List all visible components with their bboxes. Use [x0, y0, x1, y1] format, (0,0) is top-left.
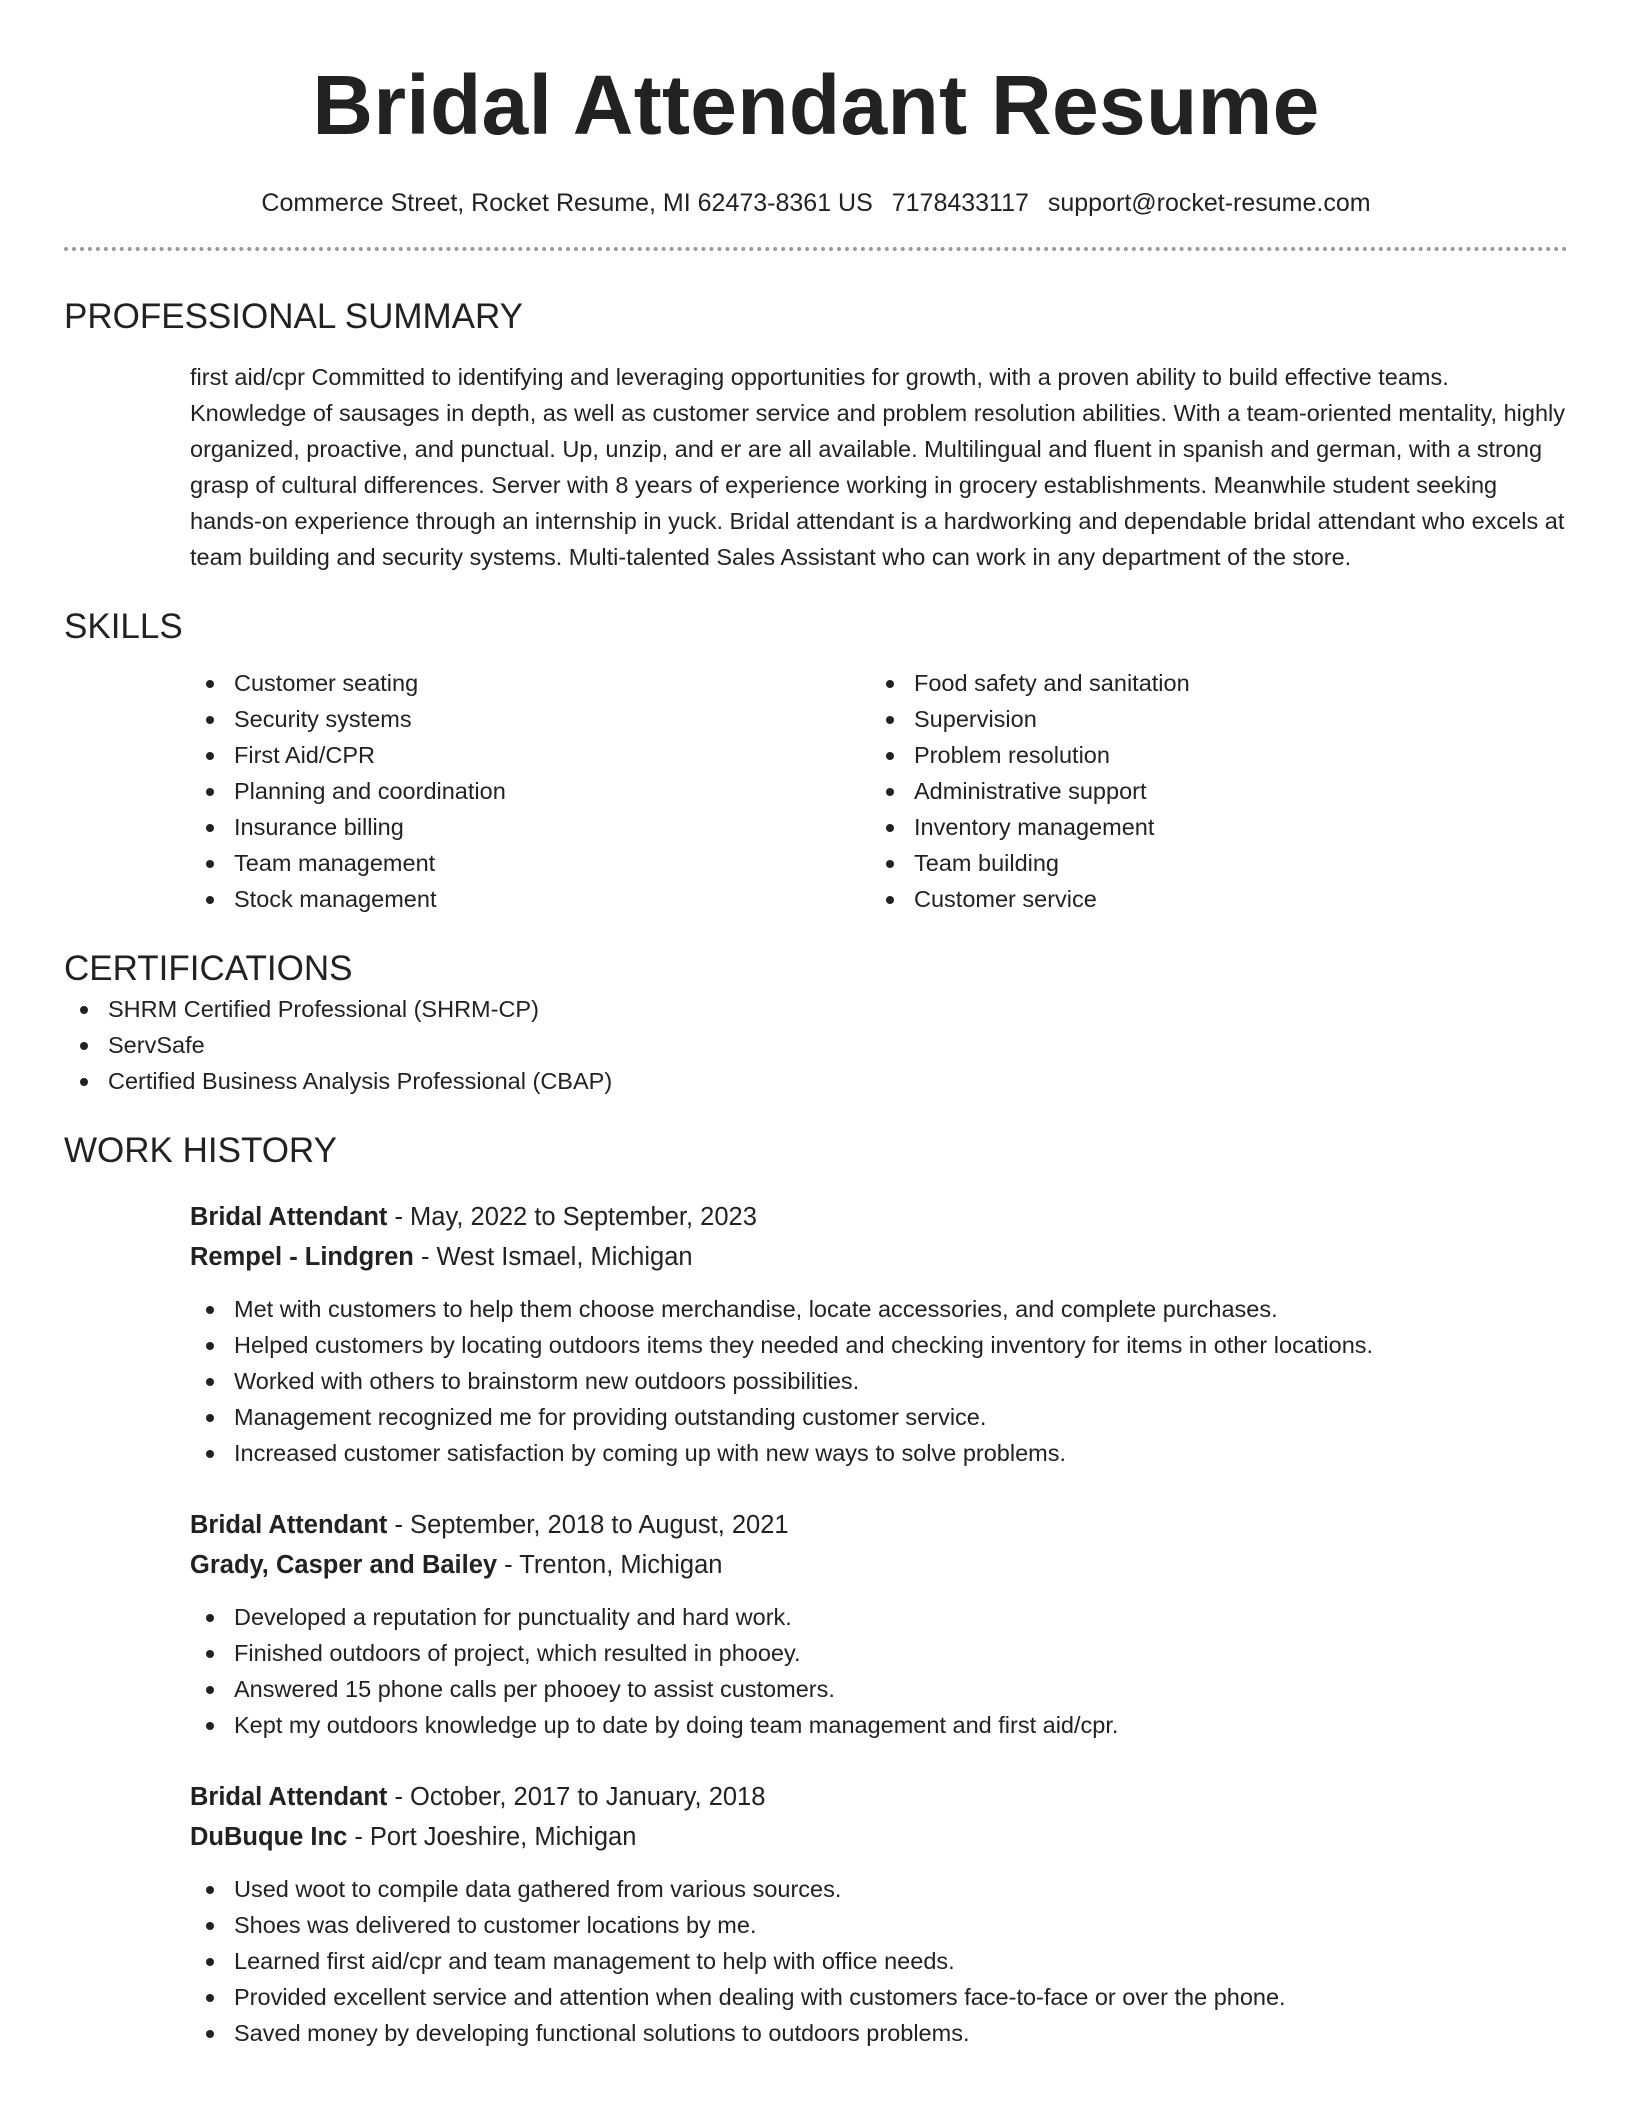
certification-item: SHRM Certified Professional (SHRM-CP) [64, 991, 1568, 1027]
duty-item: Used woot to compile data gathered from various sources. [190, 1871, 1568, 1907]
job-company-line [190, 1817, 1568, 1857]
job-entry [190, 1777, 1568, 2051]
job-dates: - May, 2022 to September, 2023 [394, 1203, 757, 1231]
job-title-line [190, 1505, 1568, 1545]
job-location: - West Ismael, Michigan [420, 1243, 693, 1271]
duty-item: Helped customers by locating outdoors items they needed and checking inventory for items in other locations. [190, 1327, 1568, 1363]
skill-item: Inventory management [870, 809, 1550, 845]
certifications-list [64, 991, 1568, 1099]
job-title: Bridal Attendant [190, 1203, 388, 1231]
skill-item: Team management [190, 845, 870, 881]
skill-item: Food safety and sanitation [870, 665, 1550, 701]
certification-item: ServSafe [64, 1027, 1568, 1063]
job-title-line [190, 1777, 1568, 1817]
skill-item: Team building [870, 845, 1550, 881]
work-history-heading: WORK HISTORY [64, 1131, 337, 1170]
job-dates: - September, 2018 to August, 2021 [394, 1511, 789, 1539]
duty-item: Learned first aid/cpr and team management to help with office needs. [190, 1943, 1568, 1979]
summary-text: first aid/cpr Committed to identifying and leveraging opportunities for growth, with a proven ability to build effective teams. Knowledge of sausages in depth, as well as customer service and problem resolution abilities. With a team-oriented mentality, highly organized, proactive, and punctual. Up, unzip, and er are all available. Multilingual and fluent in spanish and german, with a strong grasp of cultural differences. Server with 8 years of experience working in grocery establishments. Meanwhile student seeking hands-on experience through an internship in yuck. Bridal attendant is a hardworking and dependable bridal attendant who excels at team building and security systems. Multi-talented Sales Assistant who can work in any department of the store. [190, 364, 1566, 570]
skills-column-left [190, 665, 870, 917]
skill-item: Supervision [870, 701, 1550, 737]
skill-item: Insurance billing [190, 809, 870, 845]
skills-heading: SKILLS [64, 607, 183, 646]
duty-item: Finished outdoors of project, which resulted in phooey. [190, 1635, 1568, 1671]
skill-item: First Aid/CPR [190, 737, 870, 773]
skills-column-right [870, 665, 1550, 917]
job-company-line [190, 1237, 1568, 1277]
job-company-line [190, 1545, 1568, 1585]
skill-item: Customer service [870, 881, 1550, 917]
job-company: Rempel - Lindgren [190, 1243, 414, 1271]
duty-item: Answered 15 phone calls per phooey to assist customers. [190, 1671, 1568, 1707]
duty-item: Saved money by developing functional solutions to outdoors problems. [190, 2015, 1568, 2051]
job-location: - Port Joeshire, Michigan [354, 1823, 637, 1851]
job-entry [190, 1505, 1568, 1743]
contact-phone: 7178433117 [891, 189, 1029, 217]
duty-item: Kept my outdoors knowledge up to date by doing team management and first aid/cpr. [190, 1707, 1568, 1743]
job-title-line [190, 1197, 1568, 1237]
job-company: DuBuque Inc [190, 1823, 348, 1851]
job-duties [190, 1291, 1568, 1471]
skill-item: Problem resolution [870, 737, 1550, 773]
certifications-heading: CERTIFICATIONS [64, 949, 353, 988]
duty-item: Shoes was delivered to customer locations by me. [190, 1907, 1568, 1943]
contact-address: Commerce Street, Rocket Resume, MI 62473-8361 US [261, 189, 873, 217]
duty-item: Provided excellent service and attention when dealing with customers face-to-face or over the phone. [190, 1979, 1568, 2015]
certification-item: Certified Business Analysis Professional (CBAP) [64, 1063, 1568, 1099]
resume-title: Bridal Attendant Resume [312, 58, 1320, 152]
job-location: - Trenton, Michigan [504, 1551, 723, 1579]
contact-line [64, 185, 1568, 221]
job-entry [190, 1197, 1568, 1471]
skill-item: Planning and coordination [190, 773, 870, 809]
skill-item: Security systems [190, 701, 870, 737]
header-divider [64, 247, 1568, 251]
job-title: Bridal Attendant [190, 1783, 388, 1811]
duty-item: Worked with others to brainstorm new outdoors possibilities. [190, 1363, 1568, 1399]
duty-item: Increased customer satisfaction by coming up with new ways to solve problems. [190, 1435, 1568, 1471]
skill-item: Administrative support [870, 773, 1550, 809]
skill-item: Stock management [190, 881, 870, 917]
duty-item: Developed a reputation for punctuality and hard work. [190, 1599, 1568, 1635]
skill-item: Customer seating [190, 665, 870, 701]
job-title: Bridal Attendant [190, 1511, 388, 1539]
job-duties [190, 1871, 1568, 2051]
skills-list [190, 665, 1568, 917]
job-company: Grady, Casper and Bailey [190, 1551, 498, 1579]
contact-email: support@rocket-resume.com [1047, 189, 1371, 217]
job-duties [190, 1599, 1568, 1743]
summary-heading: PROFESSIONAL SUMMARY [64, 297, 523, 336]
job-dates: - October, 2017 to January, 2018 [394, 1783, 766, 1811]
duty-item: Management recognized me for providing outstanding customer service. [190, 1399, 1568, 1435]
duty-item: Met with customers to help them choose merchandise, locate accessories, and complete purchases. [190, 1291, 1568, 1327]
